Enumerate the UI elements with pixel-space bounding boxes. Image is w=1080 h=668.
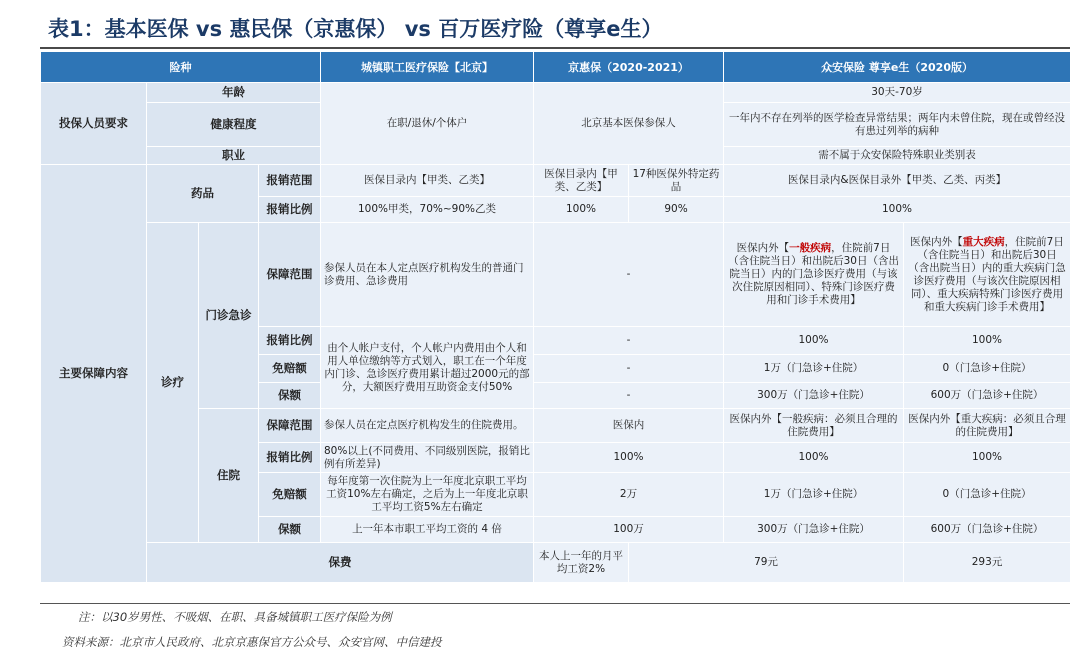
op-za-serious-pre: 医保内外【 bbox=[910, 235, 963, 248]
ip-za-ded-b: 0（门急诊+住院） bbox=[904, 473, 1071, 517]
ip-basic-ratio: 80%以上(不同费用、不同级别医院，报销比例有所差异) bbox=[321, 443, 534, 473]
ip-ratio-label: 报销比例 bbox=[259, 443, 321, 473]
inpatient-label: 住院 bbox=[199, 409, 259, 543]
op-za-serious-post: ，住院前7日（含住院当日）和出院后30日（含出院当日）内的重大疾病门急诊医疗费用（与该次住院原因相同）、重大疾病特殊门诊医疗费用和重大疾病门诊手术费用】 bbox=[908, 235, 1066, 313]
page-title: 表1：基本医保 vs 惠民保（京惠保） vs 百万医疗险（尊享e生） bbox=[48, 17, 663, 41]
op-basic-rest: 由个人帐户支付，个人帐户内费用由个人和用人单位缴纳等方式划入，职工在一个年度内门诊、急诊医疗费用累计超过2000元的部分，大额医疗费用互助资金支付50% bbox=[321, 327, 534, 409]
table-bottom-divider bbox=[40, 603, 1070, 604]
drug-ratio-label: 报销比例 bbox=[259, 197, 321, 223]
ip-hui-limit: 100万 bbox=[534, 517, 724, 543]
op-za-ded-a: 1万（门急诊+住院） bbox=[724, 355, 904, 383]
basic-insured: 在职/退休/个体户 bbox=[321, 83, 534, 165]
op-za-general-pre: 医保内外【 bbox=[736, 242, 790, 254]
ip-scope-label: 保障范围 bbox=[259, 409, 321, 443]
za-occupation: 需不属于众安保险特殊职业类别表 bbox=[724, 147, 1071, 165]
ip-hui-ded: 2万 bbox=[534, 473, 724, 517]
op-za-scope-general bbox=[724, 223, 904, 327]
op-basic-scope: 参保人员在本人定点医疗机构发生的普通门诊费用、急诊费用 bbox=[321, 223, 534, 327]
op-hui-scope: - bbox=[534, 223, 724, 327]
health-label: 健康程度 bbox=[147, 103, 321, 147]
drug-scope-label: 报销范围 bbox=[259, 165, 321, 197]
table-row bbox=[41, 83, 1071, 103]
drug-hui-scope-b: 17种医保外特定药品 bbox=[629, 165, 724, 197]
op-za-serious-highlight: 重大疾病 bbox=[962, 235, 1005, 248]
drug-za-ratio: 100% bbox=[724, 197, 1071, 223]
ip-hui-scope: 医保内 bbox=[534, 409, 724, 443]
op-za-ratio-a: 100% bbox=[724, 327, 904, 355]
drug-hui-ratio-a: 100% bbox=[534, 197, 629, 223]
treatment-label: 诊疗 bbox=[147, 223, 199, 543]
ip-ded-label: 免赔额 bbox=[259, 473, 321, 517]
ip-za-scope-a: 医保内外【一般疾病：必须且合理的住院费用】 bbox=[724, 409, 904, 443]
op-hui-ded: - bbox=[534, 355, 724, 383]
header-type: 险种 bbox=[41, 52, 321, 83]
op-hui-limit: - bbox=[534, 383, 724, 409]
table-row bbox=[41, 543, 1071, 583]
op-za-limit-b: 600万（门急诊+住院） bbox=[904, 383, 1071, 409]
op-hui-ratio: - bbox=[534, 327, 724, 355]
header-basic: 城镇职工医疗保险【北京】 bbox=[321, 52, 534, 83]
premium-za: 293元 bbox=[904, 543, 1071, 583]
table-row bbox=[41, 223, 1071, 327]
footnote: 注：以30岁男性、不吸烟、在职、具备城镇职工医疗保险为例 bbox=[78, 610, 392, 624]
ip-za-ratio-a: 100% bbox=[724, 443, 904, 473]
premium-label: 保费 bbox=[147, 543, 534, 583]
occupation-label: 职业 bbox=[147, 147, 321, 165]
drug-hui-ratio-b: 90% bbox=[629, 197, 724, 223]
age-label: 年龄 bbox=[147, 83, 321, 103]
drug-za-scope: 医保目录内&医保目录外【甲类、乙类、丙类】 bbox=[724, 165, 1071, 197]
ip-za-ded-a: 1万（门急诊+住院） bbox=[724, 473, 904, 517]
drug-hui-scope-a: 医保目录内【甲类、乙类】 bbox=[534, 165, 629, 197]
main-coverage-label: 主要保障内容 bbox=[41, 165, 147, 583]
source-note: 资料来源：北京市人民政府、北京京惠保官方公众号、众安官网、中信建投 bbox=[62, 635, 442, 649]
drug-basic-ratio: 100%甲类，70%~90%乙类 bbox=[321, 197, 534, 223]
op-ratio-label: 报销比例 bbox=[259, 327, 321, 355]
hui-insured: 北京基本医保参保人 bbox=[534, 83, 724, 165]
op-za-general-highlight: 一般疾病 bbox=[789, 242, 832, 254]
ip-za-ratio-b: 100% bbox=[904, 443, 1071, 473]
ip-limit-label: 保额 bbox=[259, 517, 321, 543]
op-za-ratio-b: 100% bbox=[904, 327, 1071, 355]
comparison-table bbox=[40, 51, 1071, 583]
ip-za-scope-b: 医保内外【重大疾病：必须且合理的住院费用】 bbox=[904, 409, 1071, 443]
za-age: 30天-70岁 bbox=[724, 83, 1071, 103]
premium-basic: 本人上一年的月平均工资2% bbox=[534, 543, 629, 583]
op-limit-label: 保额 bbox=[259, 383, 321, 409]
op-ded-label: 免赔额 bbox=[259, 355, 321, 383]
title-divider bbox=[40, 47, 1070, 49]
insured-req-label: 投保人员要求 bbox=[41, 83, 147, 165]
ip-basic-limit: 上一年本市职工平均工资的 4 倍 bbox=[321, 517, 534, 543]
ip-za-limit-b: 600万（门急诊+住院） bbox=[904, 517, 1071, 543]
header-row bbox=[41, 52, 1071, 83]
za-health: 一年内不存在列举的医学检查异常结果；两年内未曾住院，现在或曾经没有患过列举的病种 bbox=[724, 103, 1071, 147]
ip-basic-ded: 每年度第一次住院为上一年度北京职工平均工资10%左右确定，之后为上一年度北京职工平均工资5%左右确定 bbox=[321, 473, 534, 517]
header-zhongan: 众安保险 尊享e生（2020版） bbox=[724, 52, 1071, 83]
drug-basic-scope: 医保目录内【甲类、乙类】 bbox=[321, 165, 534, 197]
op-za-scope-serious bbox=[904, 223, 1071, 327]
premium-hui: 79元 bbox=[629, 543, 904, 583]
op-za-general-post: ，住院前7日（含住院当日）和出院后30日（含出院当日）内的门急诊医疗费用（与该次住院原因相同）、特殊门诊医疗费用和门诊手术费用】 bbox=[728, 242, 899, 306]
ip-basic-scope: 参保人员在定点医疗机构发生的住院费用。 bbox=[321, 409, 534, 443]
header-hui: 京惠保（2020-2021） bbox=[534, 52, 724, 83]
table-row bbox=[41, 165, 1071, 197]
ip-za-limit-a: 300万（门急诊+住院） bbox=[724, 517, 904, 543]
op-za-limit-a: 300万（门急诊+住院） bbox=[724, 383, 904, 409]
op-scope-label: 保障范围 bbox=[259, 223, 321, 327]
outpatient-label: 门诊急诊 bbox=[199, 223, 259, 409]
op-za-ded-b: 0（门急诊+住院） bbox=[904, 355, 1071, 383]
drug-label: 药品 bbox=[147, 165, 259, 223]
ip-hui-ratio: 100% bbox=[534, 443, 724, 473]
